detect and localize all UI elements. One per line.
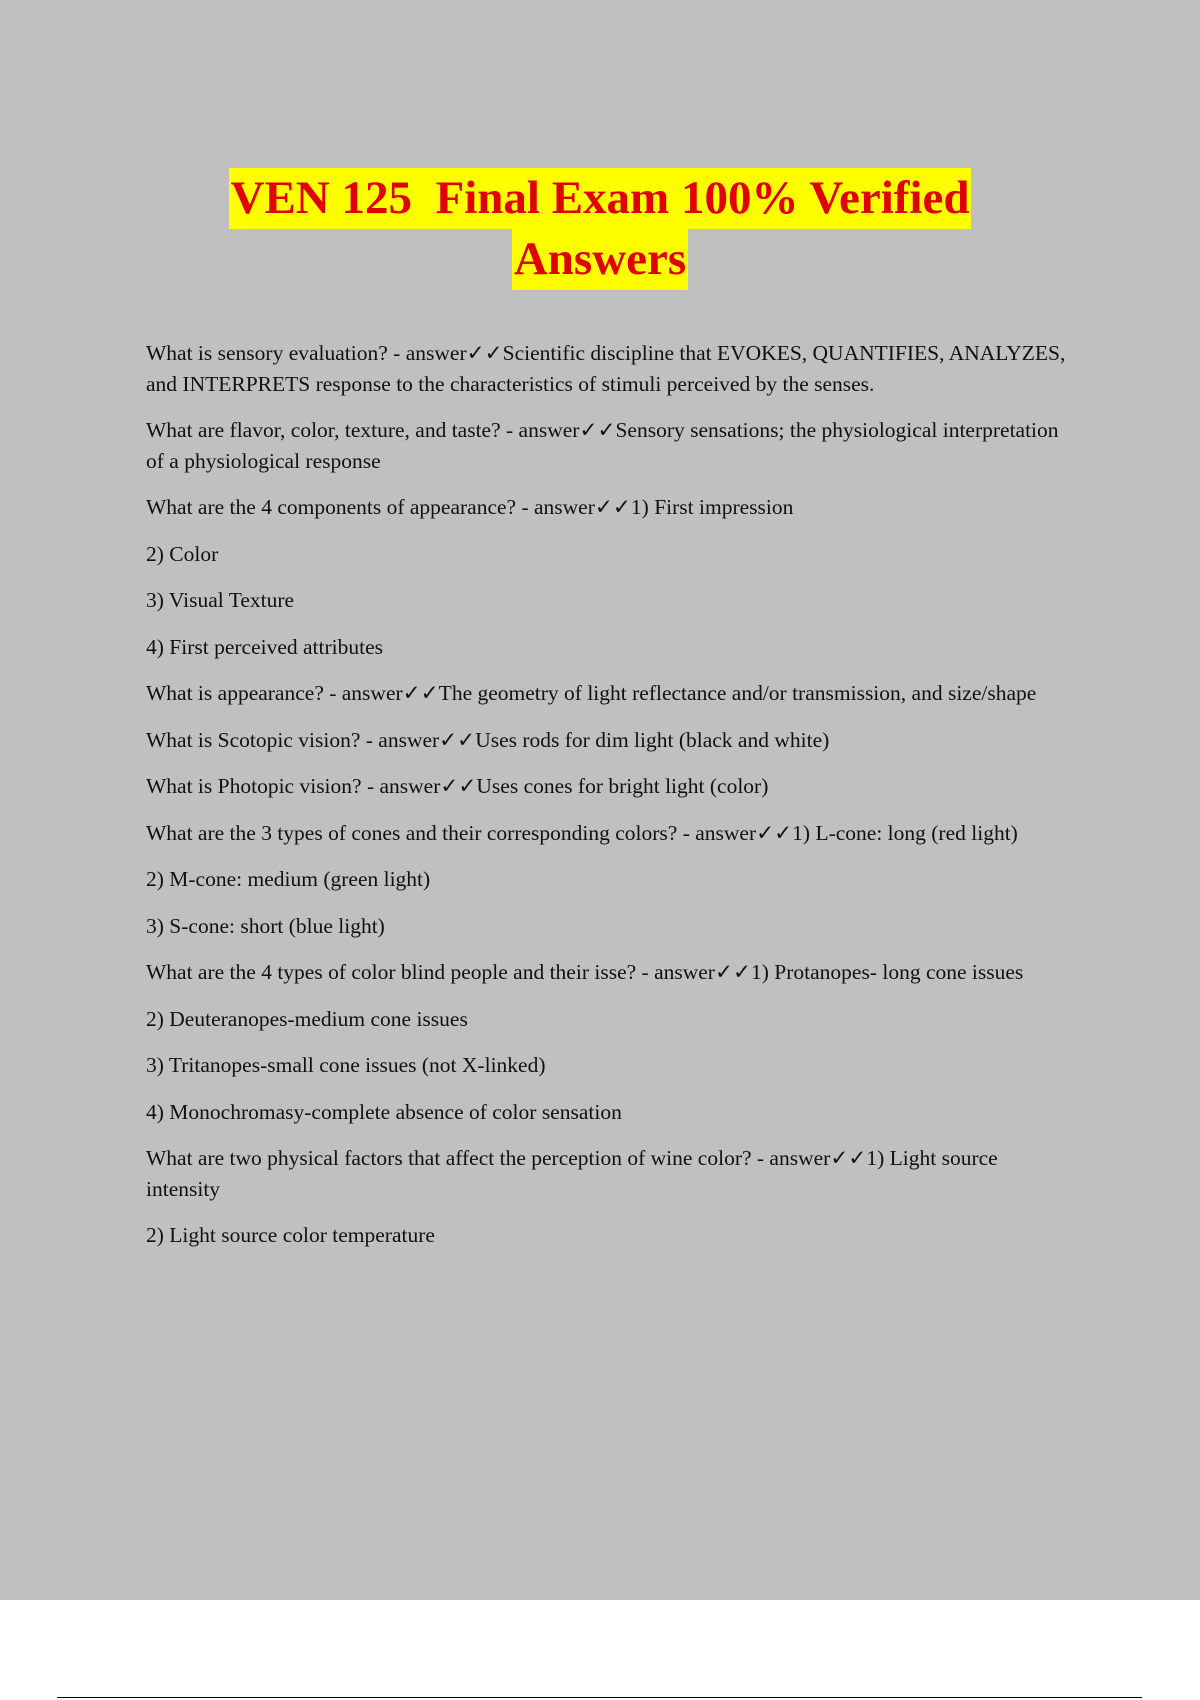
document-title	[0, 168, 1200, 290]
list-item: 3) Visual Texture	[146, 588, 295, 612]
list-item: 4) First perceived attributes	[146, 634, 384, 659]
page-divider	[57, 1697, 1142, 1698]
question-answer-paragraph: What are the 3 types of cones and their corresponding colors? - answer✓✓1) L-cone: long (red light)	[146, 820, 1018, 845]
question-answer-paragraph: What is appearance? - answer✓✓The geometry of light reflectance and/or transmission, and size/shape	[146, 681, 1037, 705]
list-item: 3) Tritanopes-small cone issues (not X-linked)	[146, 1053, 546, 1077]
document-body	[146, 338, 1076, 1267]
list-item: 2) Color	[146, 541, 219, 566]
question-answer-paragraph: What are the 4 components of appearance? - answer✓✓1) First impression	[146, 495, 794, 519]
question-answer-paragraph: What are the 4 types of color blind people and their isse? - answer✓✓1) Protanopes- long cone issues	[146, 960, 1024, 984]
question-answer-paragraph: What is sensory evaluation? - answer✓✓Scientific discipline that EVOKES, QUANTIFIES, ANALYZES, and INTERPRETS response to the characteristics of stimuli perceived by the senses.	[146, 341, 1066, 396]
list-item: 3) S-cone: short (blue light)	[146, 913, 385, 938]
list-item: 4) Monochromasy-complete absence of color sensation	[146, 1099, 622, 1124]
question-answer-paragraph: What are flavor, color, texture, and taste? - answer✓✓Sensory sensations; the physiological interpretation of a physiological response	[146, 418, 1059, 473]
title-line-1: VEN 125 Final Exam 100% Verified	[229, 168, 972, 229]
list-item: 2) Deuteranopes-medium cone issues	[146, 1006, 468, 1031]
question-answer-paragraph: What is Scotopic vision? - answer✓✓Uses rods for dim light (black and white)	[146, 727, 830, 752]
question-answer-paragraph: What is Photopic vision? - answer✓✓Uses cones for bright light (color)	[146, 774, 769, 798]
question-answer-paragraph: What are two physical factors that affect the perception of wine color? - answer✓✓1) Light source intensity	[146, 1146, 998, 1201]
list-item: 2) Light source color temperature	[146, 1223, 435, 1247]
title-line-2: Answers	[512, 229, 688, 290]
list-item: 2) M-cone: medium (green light)	[146, 867, 431, 891]
